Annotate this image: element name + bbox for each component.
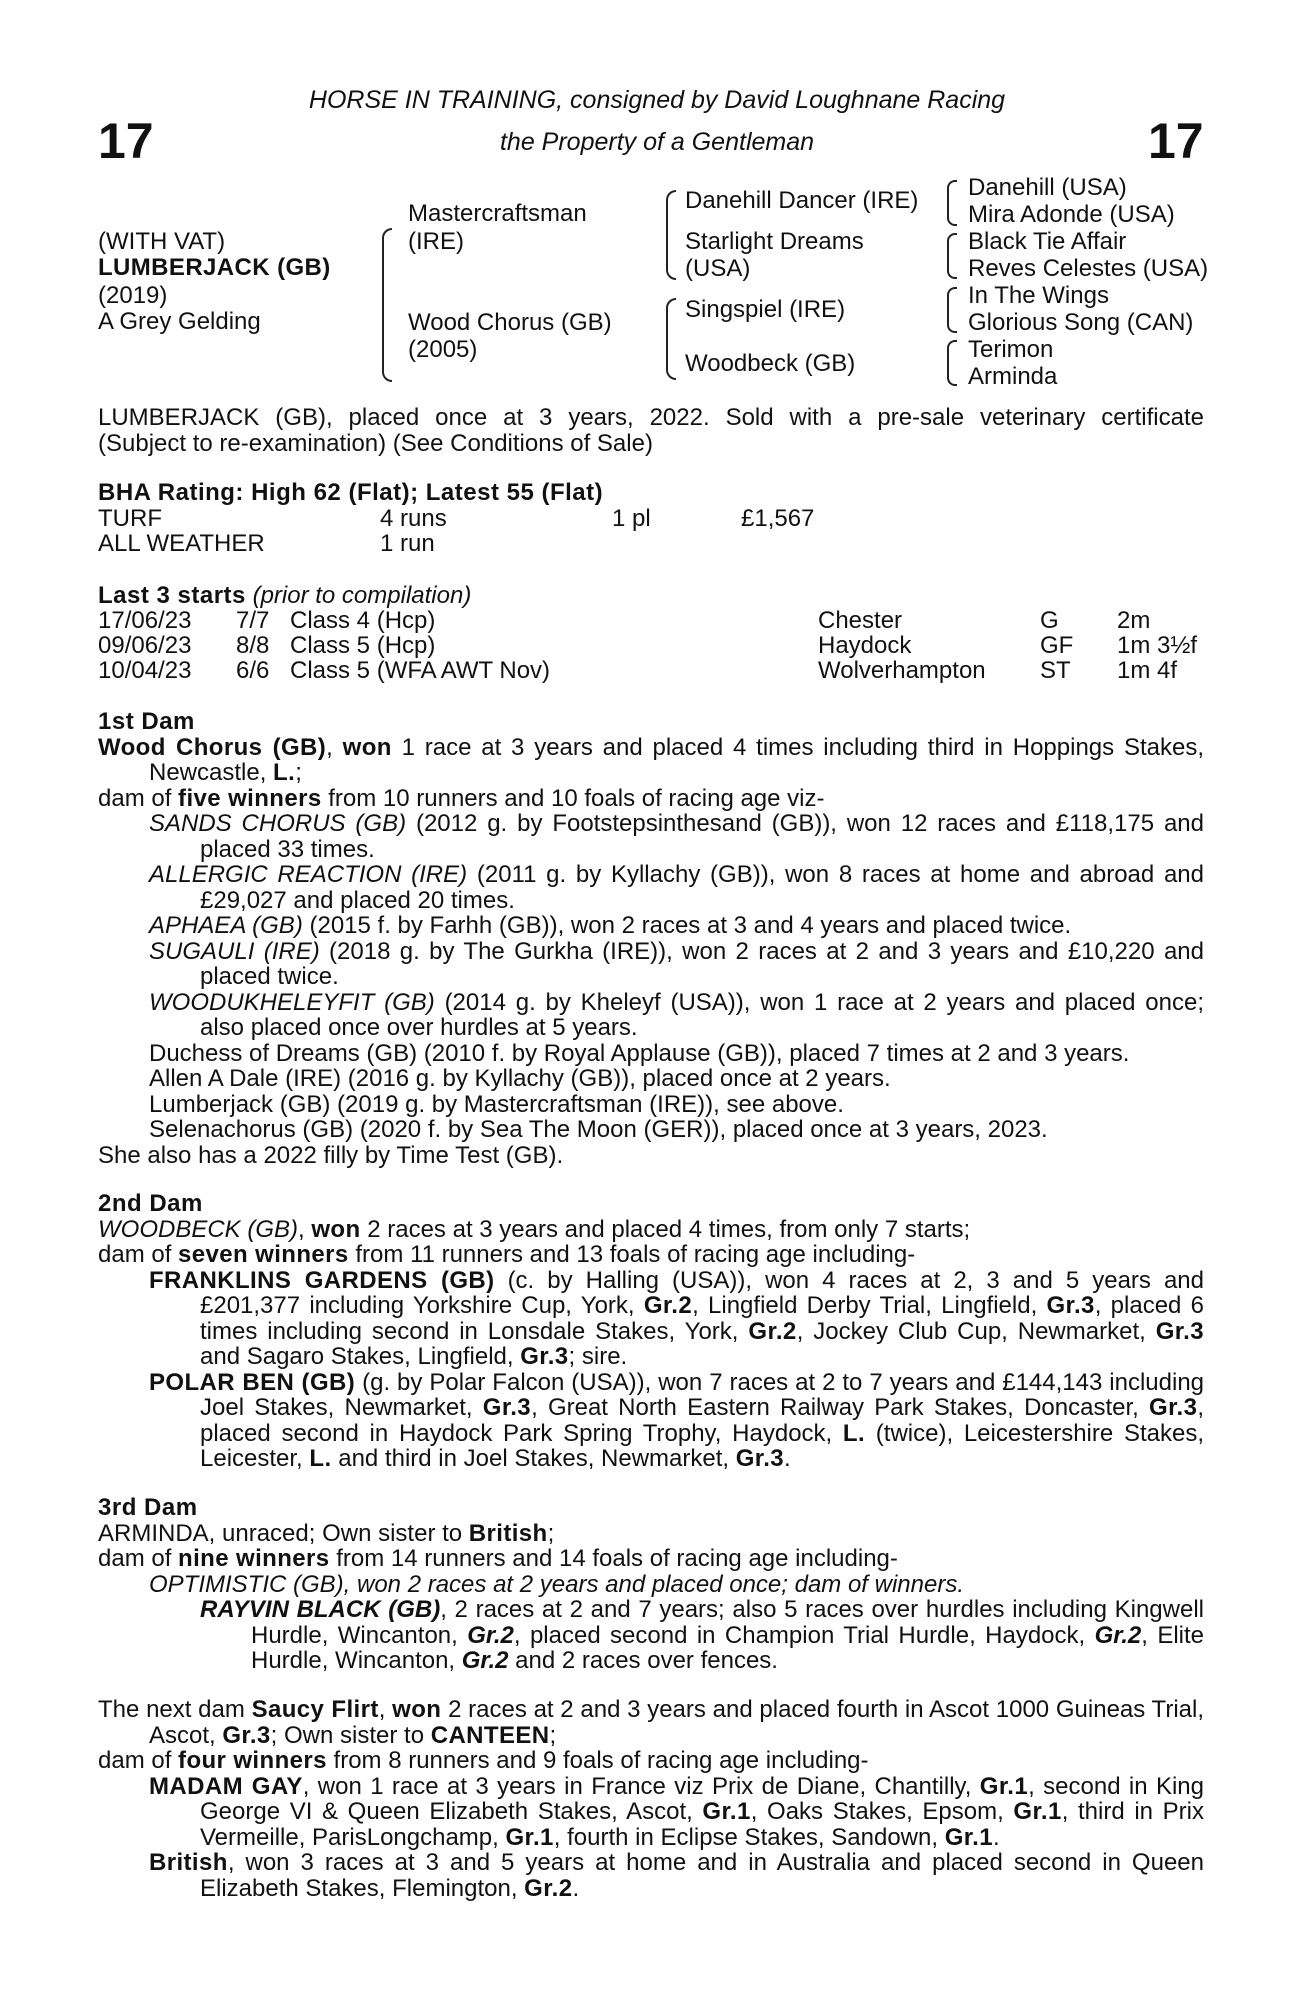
next-dam-winners: four winners: [178, 1747, 327, 1774]
bha-rating-title: BHA Rating: High 62 (Flat); Latest 55 (Flat): [98, 479, 604, 506]
turf-label: TURF: [98, 505, 162, 532]
second-dam-section: [98, 1191, 1204, 1472]
third-dam-produce-summary: [98, 1546, 1204, 1572]
next-dam-text: ;: [549, 1721, 557, 1749]
progeny-text: , Oaks Stakes, Epsom,: [750, 1798, 1014, 1825]
progeny-item: [98, 913, 1204, 939]
group-grade: L.: [842, 1419, 866, 1447]
intro-line-1: LUMBERJACK (GB), placed once at 3 years, 2022. Sold with a pre-sale veterinary certificate: [98, 404, 1204, 431]
horse-description: A Grey Gelding: [98, 308, 261, 335]
progeny-item: [98, 1041, 1204, 1067]
g3-ancestor-8: Arminda: [968, 363, 1058, 390]
second-dam-produce-summary: [98, 1242, 1204, 1268]
dam-year: (2005): [408, 336, 478, 363]
progeny-item: [98, 862, 1204, 913]
progeny-item-rayvin-black: [98, 1597, 1204, 1674]
first-dam-text-2: Stakes, Newcastle,: [149, 733, 1205, 786]
progeny-details: (2011 g. by Kyllachy (GB)), won 8 races at home and abroad and £29,027 and placed 20 times.: [200, 861, 1205, 914]
progeny-name: WOODUKHELEYFIT (GB): [149, 988, 435, 1016]
progeny-text: , placed second in Champion Trial Hurdle, Haydock,: [513, 1621, 1095, 1649]
first-dam-listed: L.: [273, 759, 296, 786]
group-grade: Gr.1: [1013, 1798, 1062, 1825]
second-dam-dam-of: dam of: [98, 1241, 179, 1268]
progeny-name: APHAEA (GB): [149, 912, 303, 939]
progeny-name: RAYVIN BLACK (GB): [200, 1596, 441, 1623]
first-dam-section: [98, 709, 1204, 1168]
group-grade: Gr.1: [702, 1798, 751, 1825]
g3-ancestor-6: Glorious Song (CAN): [968, 309, 1194, 336]
g3-ancestor-3: Black Tie Affair: [968, 228, 1127, 255]
third-dam-text: ARMINDA, unraced; Own sister to: [98, 1519, 469, 1547]
first-dam-won: won: [342, 733, 392, 761]
pedigree-brace-g3: [947, 287, 957, 333]
group-grade: Gr.3: [735, 1445, 785, 1472]
progeny-item-british: [98, 1850, 1204, 1901]
next-dam-record: [98, 1697, 1204, 1748]
progeny-text: ; sire.: [568, 1343, 628, 1370]
all-weather-label: ALL WEATHER: [98, 530, 265, 557]
property-line: the Property of a Gentleman: [499, 128, 815, 156]
progeny-text: and 2 races over fences.: [508, 1647, 778, 1674]
start-date: 09/06/23: [98, 632, 192, 659]
progeny-text: , won 3 races at 3 and 5 years at home and in Australia and placed second in Queen Elizabeth Stakes, Flemington,: [200, 1849, 1204, 1902]
group-grade: Gr.3: [520, 1343, 569, 1370]
start-distance: 1m 3½f: [1117, 632, 1198, 659]
second-dam-title: 2nd Dam: [98, 1190, 203, 1217]
progeny-name: FRANKLINS GARDENS (GB): [149, 1266, 495, 1294]
horse-name: LUMBERJACK (GB): [98, 254, 331, 281]
dam-dam: Woodbeck (GB): [685, 350, 856, 377]
group-grade: Gr.2: [748, 1317, 797, 1345]
next-dam-comma: ,: [378, 1696, 393, 1723]
progeny-details: (2012 g. by Footstepsinthesand (GB)), won 12 races and £118,175 and placed 33 times.: [200, 810, 1205, 863]
start-course: Chester: [818, 607, 903, 634]
second-dam-winners: seven winners: [178, 1241, 349, 1268]
sire-dam: Starlight Dreams: [685, 228, 864, 255]
third-dam-record: [98, 1521, 1204, 1547]
lot-number-right: 17: [1148, 113, 1204, 169]
progeny-text: .: [784, 1445, 791, 1472]
progeny-text: (twice), Leicestershire Stakes, Leicester,: [200, 1419, 1204, 1472]
second-dam-name: WOODBECK (GB): [98, 1215, 299, 1243]
progeny-text: , placed 6 times including second in Lonsdale Stakes, York,: [200, 1292, 1204, 1345]
sire-sire: Danehill Dancer (IRE): [685, 187, 919, 214]
g3-ancestor-4: Reves Celestes (USA): [968, 255, 1209, 282]
pedigree-brace-g2: [947, 233, 957, 279]
g3-ancestor-2: Mira Adonde (USA): [968, 201, 1175, 228]
progeny-text: .: [993, 1823, 1000, 1851]
group-grade: Gr.2: [643, 1292, 693, 1319]
progeny-text: , Great North Eastern Railway Park Stakes, Doncaster,: [531, 1394, 1150, 1421]
second-dam-text: 2 races at 3 years and placed 4 times, from only 7 starts;: [360, 1215, 971, 1243]
first-dam-also: She also has a 2022 filly by Time Test (GB).: [98, 1141, 564, 1169]
dam-name: Wood Chorus (GB): [408, 309, 612, 336]
progeny-item: [98, 1117, 1204, 1143]
last-starts-subtitle: (prior to compilation): [252, 582, 472, 609]
progeny-text: , Jockey Club Cup, Newmarket,: [796, 1317, 1156, 1345]
progeny-details: Allen A Dale (IRE) (2016 g. by Kyllachy (GB)), placed once at 2 years.: [149, 1065, 891, 1092]
sire-country: (IRE): [408, 228, 464, 255]
pedigree-brace-dam: [666, 298, 676, 380]
third-dam-dam-of: dam of: [98, 1545, 179, 1572]
progeny-name: British: [149, 1849, 228, 1876]
progeny-name: SANDS CHORUS (GB): [149, 810, 407, 837]
horse-year: (2019): [98, 282, 168, 309]
progeny-item: [98, 1092, 1204, 1118]
progeny-name: POLAR BEN (GB): [149, 1368, 356, 1396]
pedigree-brace-main: [382, 228, 392, 382]
progeny-text: , Elite Hurdle, Wincanton,: [251, 1621, 1205, 1674]
progeny-text: , placed second in Haydock Park Spring Trophy, Haydock,: [200, 1394, 1204, 1447]
sire-dam-country: (USA): [685, 255, 751, 282]
intro-line-2: (Subject to re-examination) (See Conditions of Sale): [98, 429, 653, 457]
last-starts-heading: [98, 583, 471, 609]
progeny-item-franklins-gardens: [98, 1268, 1204, 1370]
group-grade: Gr.1: [944, 1823, 993, 1851]
progeny-text: , Lingfield Derby Trial, Lingfield,: [692, 1292, 1047, 1319]
g3-ancestor-1: Danehill (USA): [968, 174, 1127, 201]
first-dam-winners: five winners: [178, 784, 322, 812]
second-dam-won: won: [311, 1215, 361, 1243]
next-dam-text: The next dam: [98, 1696, 252, 1723]
start-course: Haydock: [818, 632, 912, 659]
start-date: 17/06/23: [98, 607, 192, 634]
next-dam-text: ; Own sister to: [270, 1721, 431, 1749]
start-race: Class 4 (Hcp): [290, 607, 436, 634]
first-dam-dam-of: dam of: [98, 784, 179, 812]
first-dam-record: Wood Chorus (GB), won 1 race at 3 years and placed 4 times including third in Hoppings Stakes, Newcastle, L.;: [98, 733, 1205, 786]
start-race: Class 5 (WFA AWT Nov): [290, 657, 551, 684]
group-grade: Gr.3: [482, 1394, 532, 1421]
start-distance: 2m: [1117, 607, 1151, 634]
progeny-item: [98, 939, 1204, 990]
group-grade: Gr.3: [222, 1721, 271, 1749]
group-grade: L.: [309, 1445, 332, 1472]
first-dam-from: from 10 runners and 10 foals of racing age viz-: [321, 784, 825, 812]
pedigree-brace-g4: [947, 340, 957, 386]
group-grade: Gr.1: [505, 1823, 554, 1851]
all-weather-runs: 1 run: [380, 530, 435, 557]
start-distance: 1m 4f: [1117, 657, 1178, 684]
third-dam-semi: ;: [547, 1519, 555, 1547]
last-starts-title: Last 3 starts: [98, 582, 246, 609]
second-dam-record: WOODBECK (GB), won 2 races at 3 years and placed 4 times, from only 7 starts;: [98, 1215, 971, 1243]
progeny-item: [98, 990, 1204, 1041]
progeny-details: Selenachorus (GB) (2020 f. by Sea The Moon (GER)), placed once at 3 years, 2023.: [149, 1116, 1048, 1143]
start-race: Class 5 (Hcp): [290, 632, 436, 659]
start-position: 8/8: [236, 632, 270, 659]
intro-paragraph: [98, 405, 1204, 456]
first-dam-produce-summary: [98, 786, 1204, 812]
group-grade: Gr.2: [1094, 1621, 1142, 1649]
second-dam-from: from 11 runners and 13 foals of racing age including-: [348, 1241, 916, 1268]
next-dam-sister: CANTEEN: [430, 1721, 550, 1749]
progeny-text: .: [572, 1874, 580, 1902]
progeny-item-madam-gay: [98, 1774, 1204, 1851]
g3-ancestor-5: In The Wings: [968, 282, 1109, 309]
progeny-name: MADAM GAY: [149, 1772, 303, 1800]
next-dam-produce-summary: [98, 1748, 1204, 1774]
start-position: 6/6: [236, 657, 270, 684]
turf-runs: 4 runs: [380, 505, 447, 532]
start-date: 10/04/23: [98, 657, 192, 684]
progeny-item: [98, 811, 1204, 862]
dam-sire: Singspiel (IRE): [685, 296, 846, 323]
progeny-details: Lumberjack (GB) (2019 g. by Mastercraftsman (IRE)), see above.: [149, 1090, 844, 1118]
pedigree-brace-g1: [947, 180, 957, 226]
progeny-text: , won 1 race at 3 years in France viz Prix de Diane, Chantilly,: [302, 1772, 980, 1800]
third-dam-sister: British: [468, 1519, 548, 1547]
third-dam-from: from 14 runners and 14 foals of racing age including-: [329, 1545, 898, 1572]
start-position: 7/7: [236, 607, 270, 634]
next-dam-name: Saucy Flirt: [251, 1696, 379, 1723]
progeny-item: [98, 1066, 1204, 1092]
progeny-details: Duchess of Dreams (GB) (2010 f. by Royal Applause (GB)), placed 7 times at 2 and 3 years.: [149, 1039, 1130, 1067]
sire-name: Mastercraftsman: [408, 200, 587, 227]
first-dam-semi: ;: [295, 759, 302, 786]
next-dam-from: from 8 runners and 9 foals of racing age including-: [326, 1747, 869, 1774]
group-grade: Gr.2: [467, 1621, 514, 1649]
progeny-text: (c. by Halling (USA)), won 4 races at 2, 3 and 5 years and £201,377 including Yorkshire Cup, York,: [200, 1266, 1204, 1319]
progeny-item-polar-ben: [98, 1370, 1204, 1472]
third-dam-section: [98, 1495, 1204, 1674]
next-dam-dam-of: dam of: [98, 1747, 179, 1774]
progeny-text: , second in King George VI & Queen Elizabeth Stakes, Ascot,: [200, 1772, 1204, 1825]
progeny-name: SUGAULI (IRE): [149, 937, 320, 965]
start-going: GF: [1040, 632, 1074, 659]
group-grade: Gr.3: [1149, 1394, 1198, 1421]
group-grade: Gr.1: [979, 1772, 1029, 1800]
progeny-details: (2018 g. by The Gurkha (IRE)), won 2 races at 2 and 3 years and £10,220 and placed twice.: [200, 937, 1204, 990]
start-going: G: [1040, 607, 1059, 634]
first-dam-title: 1st Dam: [98, 708, 195, 735]
progeny-item-optimistic: OPTIMISTIC (GB), won 2 races at 2 years and placed once; dam of winners.: [149, 1570, 965, 1598]
progeny-text: , fourth in Eclipse Stakes, Sandown,: [553, 1823, 945, 1851]
progeny-details: (2015 f. by Farhh (GB)), won 2 races at 3 and 4 years and placed twice.: [302, 912, 1072, 939]
turf-prize-money: £1,567: [741, 505, 815, 532]
group-grade: Gr.2: [461, 1647, 509, 1674]
start-going: ST: [1040, 657, 1071, 684]
next-dam-section: [98, 1697, 1204, 1901]
group-grade: Gr.3: [1046, 1292, 1095, 1319]
pedigree-brace-sire: [666, 190, 676, 280]
progeny-text: , third in Prix Vermeille, ParisLongchamp,: [200, 1798, 1204, 1851]
g3-ancestor-7: Terimon: [968, 336, 1054, 363]
third-dam-winners: nine winners: [178, 1545, 330, 1572]
group-grade: Gr.2: [524, 1874, 573, 1902]
first-dam-name: Wood Chorus (GB): [98, 733, 327, 761]
first-dam-text-1: 1 race at 3 years and placed 4 times including third in Hoppings: [391, 733, 1115, 761]
progeny-text: , 2 races at 2 and 7 years; also 5 races over hurdles including Kingwell Hurdle, Wincanton,: [251, 1596, 1204, 1649]
group-grade: Gr.3: [1155, 1317, 1205, 1345]
vat-label: (WITH VAT): [98, 228, 226, 255]
next-dam-won: won: [392, 1696, 442, 1723]
progeny-name: ALLERGIC REACTION (IRE): [149, 861, 468, 888]
turf-placed: 1 pl: [612, 505, 651, 532]
lot-number-left: 17: [98, 113, 154, 169]
progeny-text: and Sagaro Stakes, Lingfield,: [200, 1343, 521, 1370]
consignor-line: HORSE IN TRAINING, consigned by David Loughnane Racing: [308, 86, 1006, 114]
progeny-details: (2014 g. by Kheleyf (USA)), won 1 race at 2 years and placed once; also placed once over hurdles at 5 years.: [200, 988, 1205, 1041]
start-course: Wolverhampton: [818, 657, 986, 684]
progeny-text: (g. by Polar Falcon (USA)), won 7 races at 2 to 7 years and £144,143 including Joel Stakes, Newmarket,: [200, 1368, 1205, 1421]
next-dam-text: 2 races at 2 and 3 years and placed fourth in Ascot 1000 Guineas Trial, Ascot,: [149, 1696, 1204, 1749]
progeny-text: and third in Joel Stakes, Newmarket,: [331, 1445, 736, 1472]
third-dam-title: 3rd Dam: [98, 1494, 198, 1521]
